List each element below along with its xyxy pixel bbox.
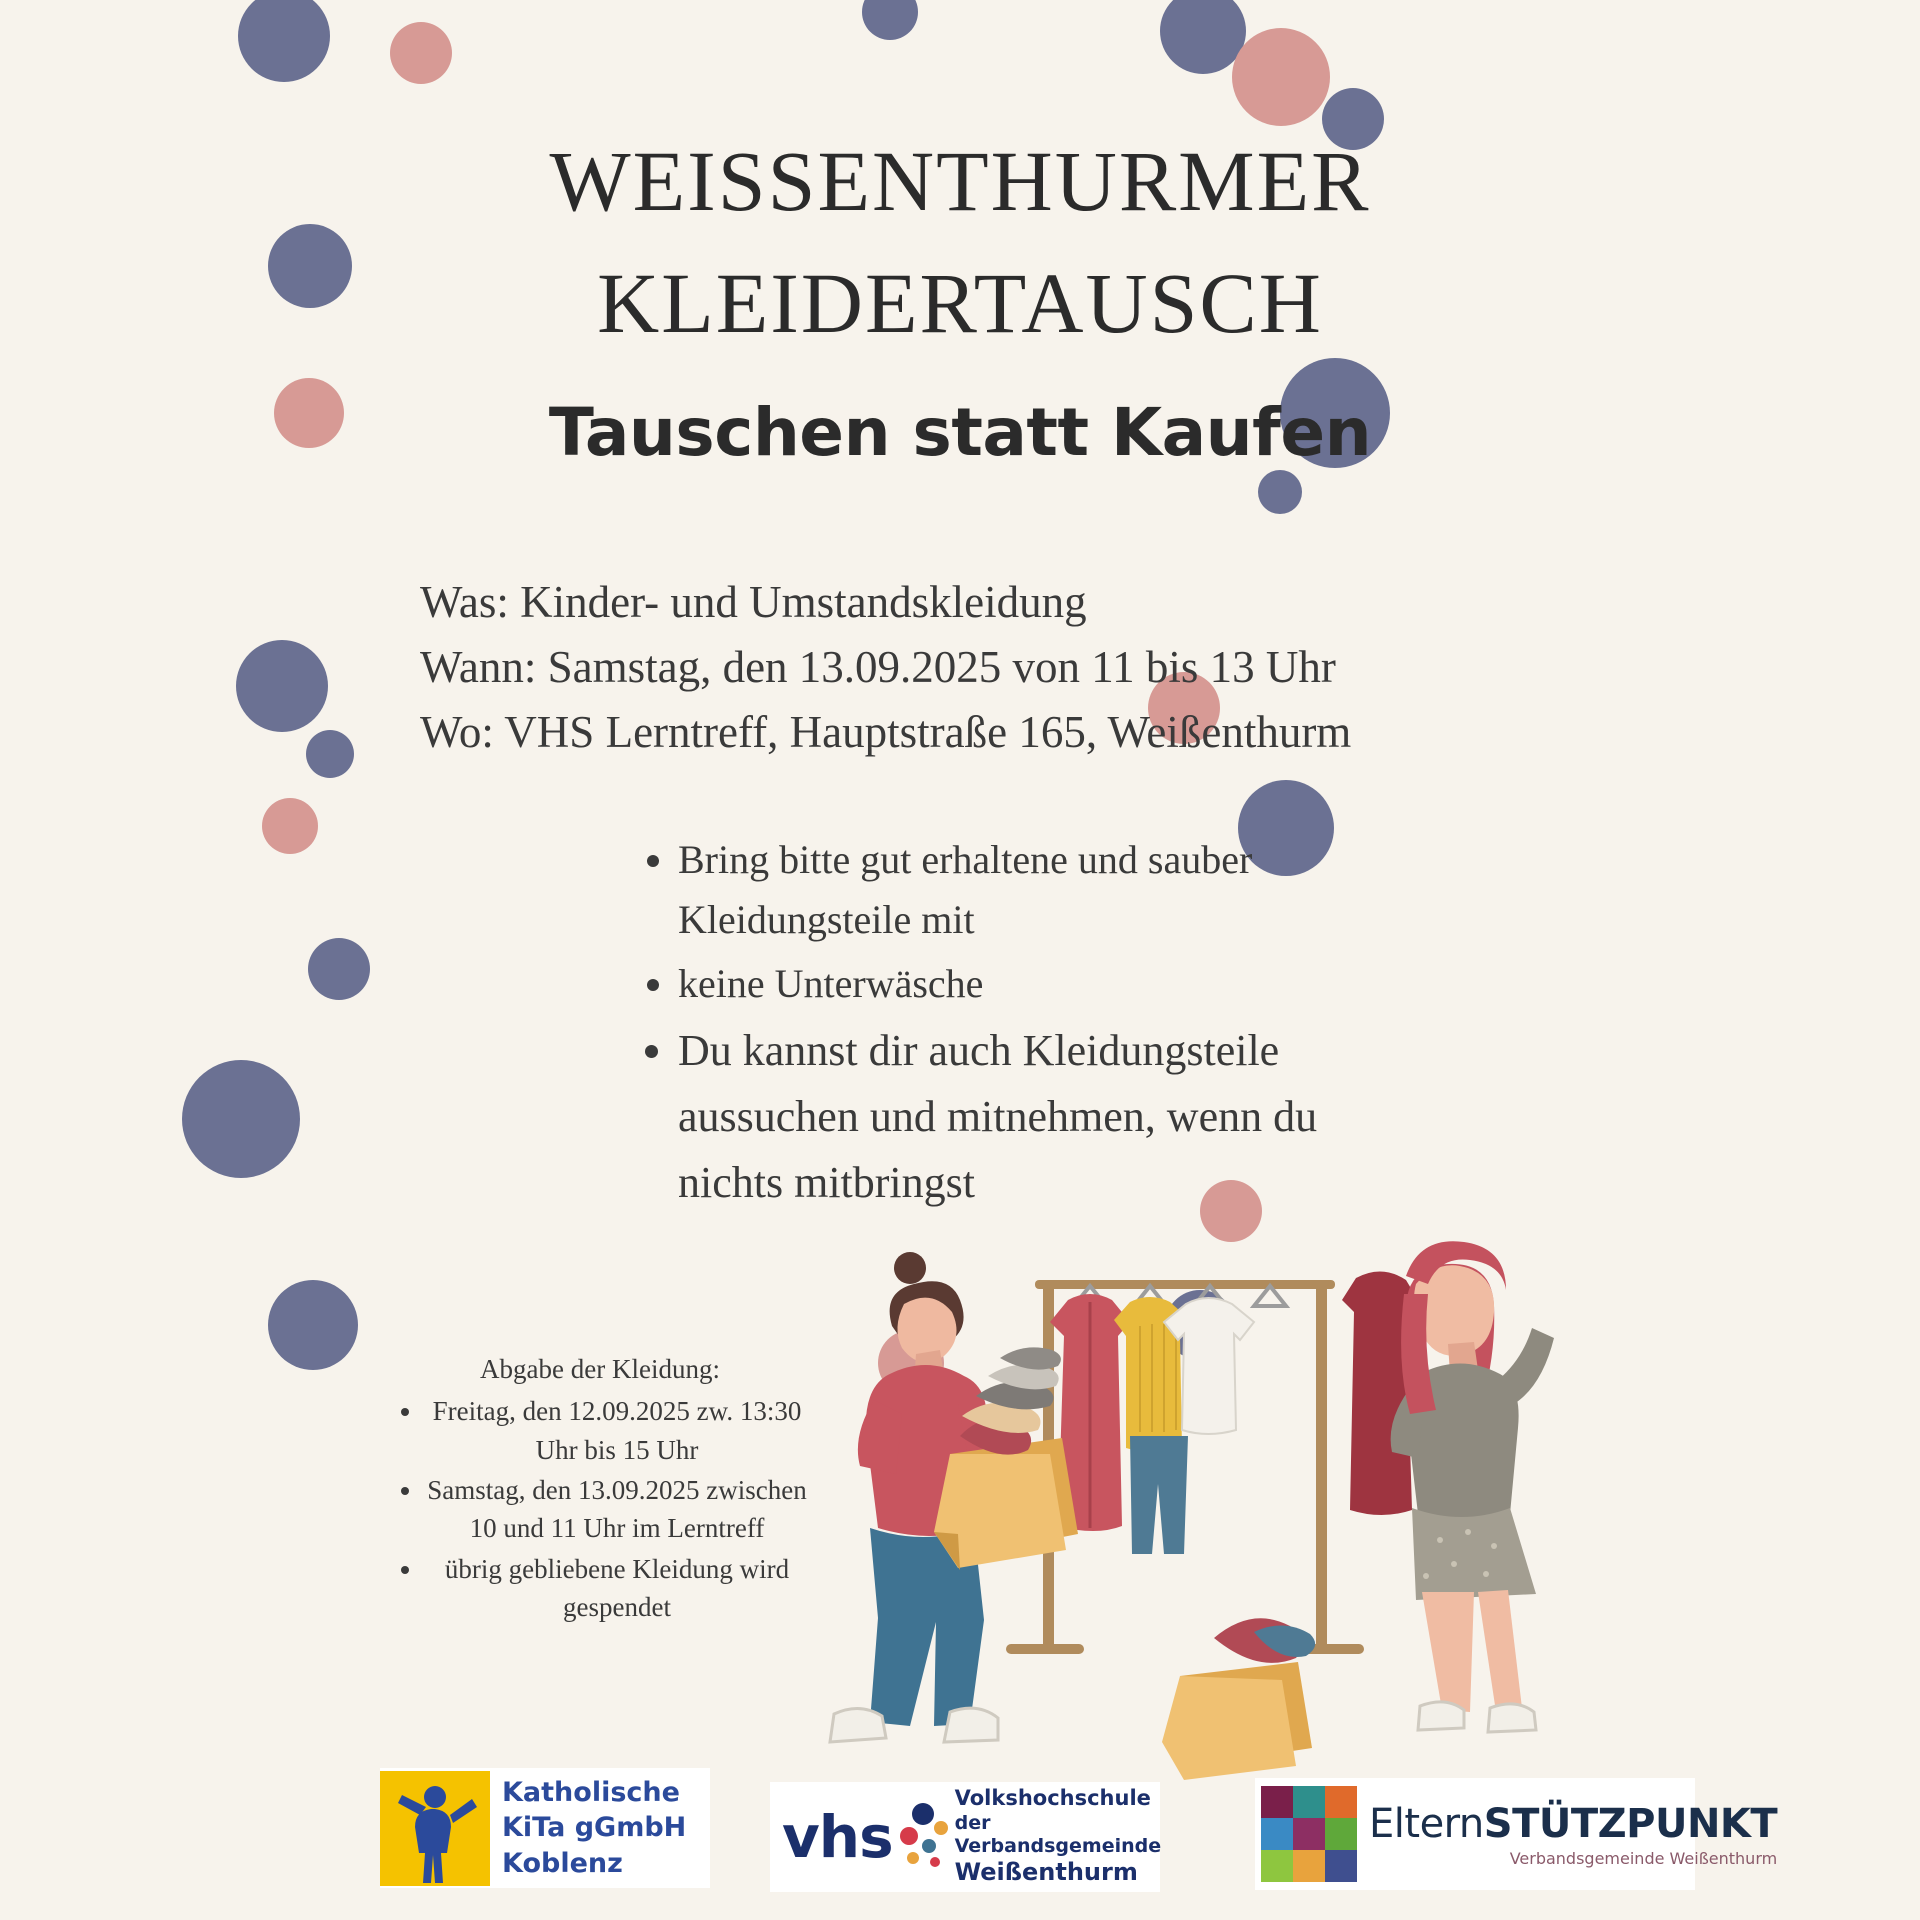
decorative-dot — [862, 0, 918, 40]
kita-line-1: Katholische — [502, 1777, 680, 1809]
decorative-dot — [182, 1060, 300, 1178]
poster-subtitle: Tauschen statt Kaufen — [548, 394, 1372, 472]
kita-logo-icon — [380, 1771, 490, 1886]
decorative-dot — [1258, 470, 1302, 514]
decorative-dot — [1232, 28, 1330, 126]
clothes-swap-illustration — [800, 1240, 1680, 1800]
rules-list — [640, 830, 1420, 1220]
dropoff-heading: Abgabe der Kleidung: — [480, 1354, 720, 1384]
vhs-dots-icon — [893, 1802, 955, 1872]
elternstuetzpunkt-sub: Verbandsgemeinde Weißenthurm — [1509, 1848, 1778, 1868]
decorative-dot — [308, 938, 370, 1000]
decorative-dot — [390, 22, 452, 84]
fact-where: Wo: VHS Lerntreff, Hauptstraße 165, Weißenthurm — [420, 706, 1352, 757]
elternstuetzpunkt-grid-icon — [1261, 1786, 1357, 1882]
logo-katholische-kita — [380, 1768, 710, 1888]
logo-strip — [0, 1758, 1920, 1898]
person-browsing-clothes — [1391, 1241, 1554, 1732]
second-box — [1162, 1618, 1315, 1780]
fact-when: Wann: Samstag, den 13.09.2025 von 11 bis 13 Uhr — [420, 641, 1336, 692]
decorative-dot — [236, 640, 328, 732]
elternstuetzpunkt-name — [1369, 1801, 1777, 1847]
esp-part-1: Eltern — [1369, 1800, 1484, 1847]
list-item: • keine Unterwäsche — [678, 954, 1420, 1014]
logo-elternstuetzpunkt — [1255, 1778, 1778, 1890]
esp-part-2: STÜTZPUNKT — [1483, 1800, 1778, 1847]
fact-what: Was: Kinder- und Umstandskleidung — [420, 577, 1087, 627]
event-facts — [420, 570, 1670, 764]
kita-logo-text — [490, 1775, 686, 1880]
list-item: • Du kannst dir auch Kleidungsteile aussuchen und mitnehmen, wenn du nichts mitbringst — [678, 1018, 1420, 1216]
vhs-line-2: der Verbandsgemeinde — [954, 1812, 1162, 1858]
person-carrying-box — [830, 1252, 1078, 1742]
vhs-line-1: Volkshochschule — [954, 1786, 1151, 1811]
decorative-dot — [238, 0, 330, 82]
vhs-logo-text — [955, 1786, 1161, 1887]
list-item: • übrig gebliebene Kleidung wird gespendet — [424, 1550, 810, 1627]
poster-title-block — [0, 120, 1920, 471]
logo-vhs — [770, 1782, 1160, 1892]
list-item: • Samstag, den 13.09.2025 zwischen 10 und 11 Uhr im Lerntreff — [424, 1471, 810, 1548]
decorative-dot — [262, 798, 318, 854]
kita-line-2: KiTa gGmbH — [502, 1812, 687, 1844]
title-line-1: WEISSENTHURMER — [549, 133, 1371, 229]
decorative-dot — [268, 1280, 358, 1370]
list-item: • Freitag, den 12.09.2025 zw. 13:30 Uhr bis 15 Uhr — [424, 1392, 810, 1469]
kita-line-3: Koblenz — [502, 1847, 623, 1879]
elternstuetzpunkt-text — [1357, 1801, 1777, 1868]
list-item: • Bring bitte gut erhaltene und sauber Kleidungsteile mit — [678, 830, 1420, 950]
vhs-wordmark: vhs — [782, 1803, 893, 1871]
title-line-2: KLEIDERTAUSCH — [597, 255, 1323, 352]
vhs-line-3: Weißenthurm — [954, 1858, 1138, 1887]
dropoff-block — [390, 1350, 810, 1628]
decorative-dot — [306, 730, 354, 778]
